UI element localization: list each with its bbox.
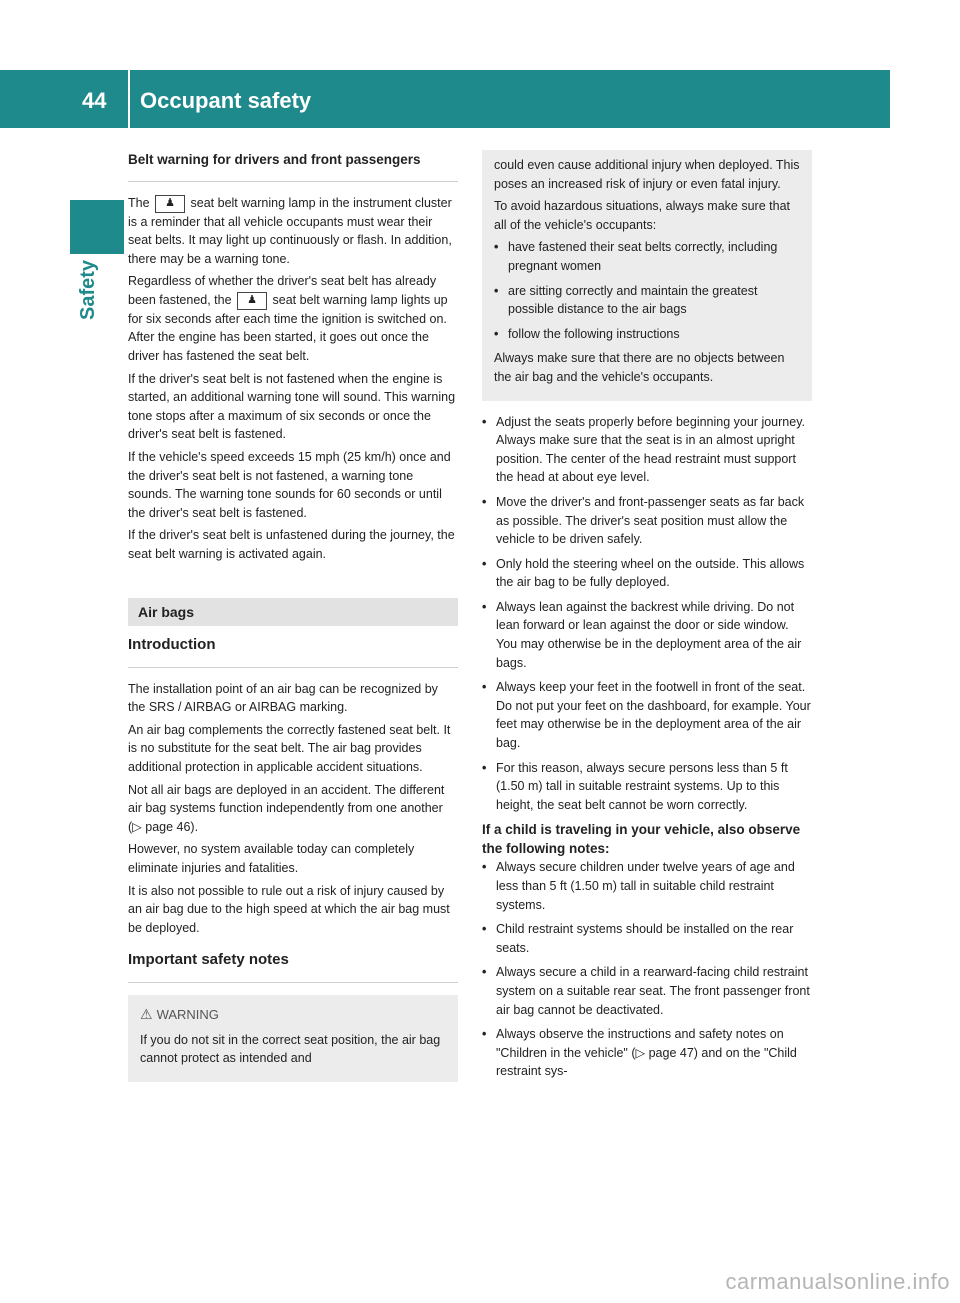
heading-introduction: Introduction bbox=[128, 636, 216, 654]
list-item: • are sitting correctly and maintain the greatest possible distance to the air bags bbox=[494, 283, 758, 317]
warning-triangle-icon: ⚠ bbox=[140, 1006, 153, 1022]
paragraph: An air bag complements the correctly fastened seat belt. It is no substitute for the seat belt. The air bag provides additional protection in applicable accident situations. bbox=[128, 722, 451, 775]
airbags-heading-bar: Air bags bbox=[128, 598, 458, 627]
watermark: carmanualsonline.info bbox=[725, 1269, 950, 1294]
paragraph: If the driver's seat belt is unfastened during the journey, the seat belt warning is activated again. bbox=[128, 528, 455, 561]
paragraph: If the vehicle's speed exceeds 15 mph (25 km/h) once and the driver's seat belt is not fastened, a warning tone sounds. The warning tone sounds for 60 seconds or until the driver's seat belt is fastened. bbox=[128, 449, 451, 520]
list-item: • Only hold the steering wheel on the outside. This allows the air bag to be fully deployed. bbox=[482, 556, 805, 590]
list-item: • For this reason, always secure persons less than 5 ft (1.50 m) tall in suitable restraint systems. Up to this height, the seat belt cannot be worn correctly. bbox=[482, 760, 788, 812]
seat-belt-icon: ♟ bbox=[155, 195, 185, 213]
list-item: • have fastened their seat belts correctly, including pregnant women bbox=[494, 240, 778, 273]
divider bbox=[128, 181, 458, 182]
right-column bbox=[482, 150, 812, 1087]
list-item: • Always observe the instructions and safety notes on "Children in the vehicle" (▷ page 47) and on the "Child restraint sys- bbox=[482, 1027, 797, 1079]
list-item: • Move the driver's and front-passenger seats as far back as possible. The driver's seat position must allow the vehicle to be driven safely. bbox=[482, 494, 805, 547]
warning-box-continued bbox=[482, 150, 812, 401]
divider bbox=[128, 982, 458, 983]
paragraph: Regardless of whether the driver's seat belt has already been fastened, the ♟ seat belt warning lamp lights up for six seconds after each time the ignition is switched on. After the engine has been started, it goes out once the driver has fastened the seat belt. bbox=[128, 274, 448, 363]
page-number: 44 bbox=[82, 88, 107, 113]
paragraph: Always make sure that there are no objects between the air bag and the vehicle's occupants. bbox=[494, 351, 785, 384]
list-item: • Always keep your feet in the footwell in front of the seat. Do not put your feet on the dashboard, for example. Your feet may otherwise be in the deployment area of the air bag. bbox=[482, 680, 811, 751]
heading-important-safety-notes: Important safety notes bbox=[128, 951, 289, 969]
header-divider bbox=[128, 70, 130, 128]
seat-belt-icon: ♟ bbox=[237, 292, 267, 310]
warning-header: ⚠ WARNING bbox=[140, 1006, 219, 1022]
paragraph: However, no system available today can completely eliminate injuries and fatalities. bbox=[128, 842, 415, 876]
divider bbox=[128, 667, 458, 668]
paragraph: It is also not possible to rule out a risk of injury caused by an air bag due to the high speed at which the air bag must be deployed. bbox=[128, 883, 450, 935]
warning-box bbox=[128, 995, 458, 1082]
paragraph: To avoid hazardous situations, always make sure that all of the vehicle's occupants: bbox=[494, 199, 790, 232]
list-item: • Always lean against the backrest while driving. Do not lean forward or lean against the door or side window. You may otherwise be in the deployment area of the air bags. bbox=[482, 599, 802, 670]
list-item: • follow the following instructions bbox=[494, 326, 680, 341]
paragraph: Not all air bags are deployed in an accident. The different air bag systems function independently from one another (▷ page 46). bbox=[128, 782, 445, 834]
section-title: Occupant safety bbox=[140, 88, 312, 113]
paragraph: could even cause additional injury when deployed. This poses an increased risk of injury or even fatal injury. bbox=[494, 158, 800, 191]
warning-text: If you do not sit in the correct seat position, the air bag cannot protect as intended and bbox=[140, 1032, 441, 1066]
side-tab-label: Safety bbox=[77, 259, 99, 320]
list-item: • Always secure a child in a rearward-facing child restraint system on a suitable rear seat. The front passenger front air bag cannot be deactivated. bbox=[482, 965, 810, 1017]
side-tab-block bbox=[70, 200, 124, 254]
heading-belt-warning: Belt warning for drivers and front passengers bbox=[128, 152, 421, 167]
paragraph: The installation point of an air bag can be recognized by the SRS / AIRBAG or AIRBAG marking. bbox=[128, 681, 438, 715]
paragraph: If the driver's seat belt is not fastened when the engine is started, an additional warning tone will sound. This warning tone stops after a maximum of six seconds or once the driver's seat belt is fastened. bbox=[128, 371, 456, 442]
list-item: • Always secure children under twelve years of age and less than 5 ft (1.50 m) tall in suitable child restraint systems. bbox=[482, 860, 795, 912]
left-column bbox=[128, 150, 458, 1082]
paragraph: The ♟ seat belt warning lamp in the instrument cluster is a reminder that all vehicle occupants must wear their seat belts. It may light up continuously or flash. In addition, there may be a warning tone. bbox=[128, 196, 452, 266]
header-bar bbox=[0, 70, 890, 128]
list-item: • Child restraint systems should be installed on the rear seats. bbox=[482, 922, 794, 955]
heading-child-notes: If a child is traveling in your vehicle, also observe the following notes: bbox=[482, 822, 801, 857]
list-item: • Adjust the seats properly before beginning your journey. Always make sure that the seat is in an almost upright position. The center of the head restraint must support the head at about eye level. bbox=[482, 414, 805, 485]
